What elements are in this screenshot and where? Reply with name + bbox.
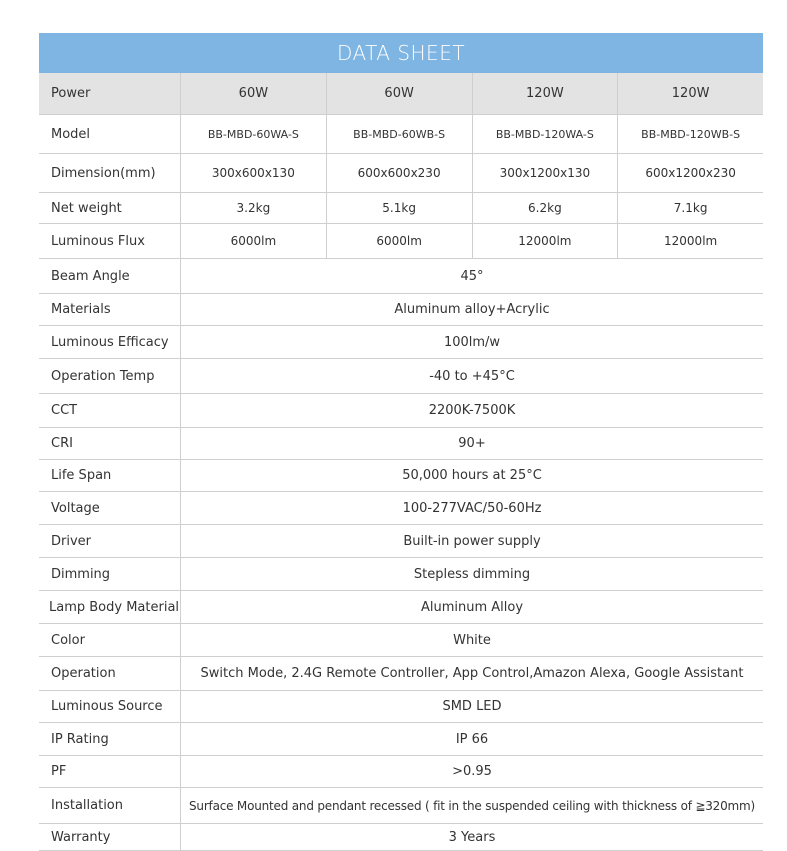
table-row-dimming <box>39 558 763 591</box>
header-row-power <box>39 73 763 115</box>
table-row-beam-angle <box>39 259 763 294</box>
row-label: Life Span <box>39 460 181 491</box>
dimension-value: 600x600x230 <box>327 154 473 192</box>
weight-value: 6.2kg <box>473 193 619 223</box>
table-row-voltage <box>39 492 763 525</box>
weight-value: 5.1kg <box>327 193 473 223</box>
table-row-cri <box>39 428 763 460</box>
table-row-color <box>39 624 763 657</box>
row-value: Surface Mounted and pendant recessed ( fit in the suspended ceiling with thickness of ≧320mm) <box>189 798 755 813</box>
table-row-warranty <box>39 824 763 851</box>
row-value: 3 Years <box>448 829 496 845</box>
row-label: Beam Angle <box>39 259 181 293</box>
dimension-value: 300x600x130 <box>181 154 327 192</box>
power-value: 120W <box>671 86 710 101</box>
row-label: Luminous Efficacy <box>39 326 181 358</box>
table-row-ip-rating <box>39 723 763 756</box>
row-value: Aluminum alloy+Acrylic <box>394 302 550 317</box>
row-label: Dimming <box>39 558 181 590</box>
table-row-luminous-source <box>39 691 763 723</box>
table-row-materials <box>39 294 763 326</box>
row-value: IP 66 <box>455 731 489 747</box>
model-value: BB-MBD-60WA-S <box>181 115 327 153</box>
flux-value: 6000lm <box>181 224 327 258</box>
row-label: Power <box>39 73 181 114</box>
row-label: Materials <box>39 294 181 325</box>
model-value: BB-MBD-120WB-S <box>641 127 741 141</box>
model-value: BB-MBD-60WB-S <box>327 115 473 153</box>
row-label: CCT <box>39 394 181 427</box>
row-value: 90+ <box>458 436 486 451</box>
row-value: 2200K-7500K <box>428 403 516 418</box>
data-sheet-table <box>39 33 763 851</box>
row-label: Luminous Flux <box>39 224 181 258</box>
row-label: CRI <box>39 428 181 459</box>
power-value: 120W <box>473 73 619 114</box>
flux-value: 6000lm <box>327 224 473 258</box>
row-label: Lamp Body Material <box>39 591 181 623</box>
row-value: Switch Mode, 2.4G Remote Controller, App Control,Amazon Alexa, Google Assistant <box>200 666 744 681</box>
row-label: Net weight <box>39 193 181 223</box>
row-label: Installation <box>39 788 181 823</box>
weight-value: 3.2kg <box>181 193 327 223</box>
table-row-luminous-efficacy <box>39 326 763 359</box>
row-label: Color <box>39 624 181 656</box>
row-label: Warranty <box>39 824 181 850</box>
table-row-dimension <box>39 154 763 193</box>
table-title: DATA SHEET <box>39 33 763 73</box>
row-label: Operation Temp <box>39 359 181 393</box>
row-value: 100-277VAC/50-60Hz <box>402 500 542 516</box>
dimension-value: 600x1200x230 <box>645 166 736 180</box>
table-row-life-span <box>39 460 763 492</box>
table-row-pf <box>39 756 763 788</box>
row-value: >0.95 <box>452 764 492 779</box>
table-row-installation <box>39 788 763 824</box>
row-label: Model <box>39 115 181 153</box>
row-label: Luminous Source <box>39 691 181 722</box>
table-row-cct <box>39 394 763 428</box>
row-value: Aluminum Alloy <box>420 599 524 615</box>
dimension-value: 300x1200x130 <box>473 154 619 192</box>
row-value: Built-in power supply <box>403 533 541 549</box>
row-value: White <box>453 632 491 648</box>
row-value: 50,000 hours at 25°C <box>402 468 542 483</box>
row-label: Driver <box>39 525 181 557</box>
table-row-luminous-flux <box>39 224 763 259</box>
row-label: Voltage <box>39 492 181 524</box>
row-label: IP Rating <box>39 723 181 755</box>
power-value: 60W <box>181 73 327 114</box>
model-value: BB-MBD-120WA-S <box>473 115 619 153</box>
weight-value: 7.1kg <box>673 201 708 215</box>
row-value: SMD LED <box>442 699 502 714</box>
table-row-driver <box>39 525 763 558</box>
row-label: PF <box>39 756 181 787</box>
flux-value: 12000lm <box>664 234 718 248</box>
flux-value: 12000lm <box>473 224 619 258</box>
row-value: -40 to +45°C <box>429 368 515 384</box>
row-value: 100lm/w <box>443 334 501 350</box>
table-row-lamp-body-material <box>39 591 763 624</box>
row-value: Stepless dimming <box>413 566 531 582</box>
row-value: 45° <box>460 268 484 284</box>
table-row-model <box>39 115 763 154</box>
table-row-operation <box>39 657 763 691</box>
power-value: 60W <box>327 73 473 114</box>
row-label: Dimension(mm) <box>39 154 181 192</box>
table-row-operation-temp <box>39 359 763 394</box>
row-label: Operation <box>39 657 181 690</box>
table-row-net-weight <box>39 193 763 224</box>
